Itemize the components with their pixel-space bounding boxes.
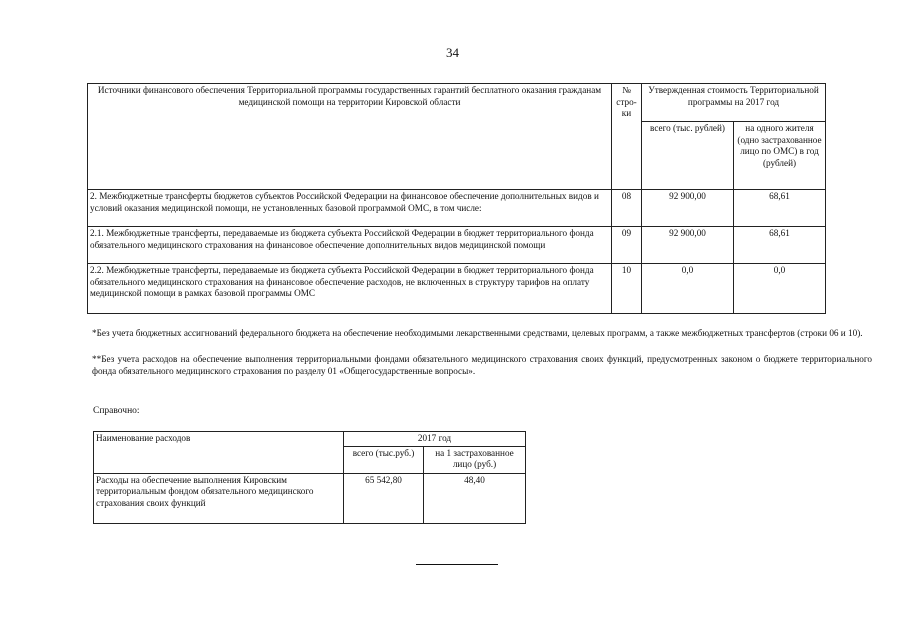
row-number: 09 [612,227,642,264]
header-sources: Источники финансового обеспечения Территориальной программы государственных гарантий бесплатного оказания гражданам медицинской помощи на территории Кировской области [88,84,612,190]
row-number: 08 [612,190,642,227]
row-number: 10 [612,264,642,314]
row-per-person: 0,0 [734,264,826,314]
signature-line [416,564,498,565]
header-approved-cost: Утвержденная стоимость Территориальной программы на 2017 год [642,84,826,122]
ref-row-total: 65 542,80 [344,473,424,523]
ref-header-year: 2017 год [344,432,526,447]
table-header-row [88,84,826,122]
table-row [94,473,526,523]
row-name: 2.1. Межбюджетные трансферты, передаваемые из бюджета субъекта Российской Федерации в бюджет территориального фонда обязательного медицинского страхования на финансовое обеспечение дополнительных видов медицинской помощи [88,227,612,264]
footnote-1: *Без учета бюджетных ассигнований федерального бюджета на обеспечение необходимыми лекарственными средствами, целевых программ, а также межбюджетных трансфертов (строки 06 и 10). [92,328,863,338]
row-name: 2. Межбюджетные трансферты бюджетов субъектов Российской Федерации на финансовое обеспечение дополнительных видов и условий оказания медицинской помощи, не установленных базовой программой ОМС, в том числе: [88,190,612,227]
table-row [88,264,826,314]
table-row [88,227,826,264]
ref-header-name: Наименование расходов [94,432,344,474]
ref-header-per-insured: на 1 застрахованное лицо (руб.) [424,446,526,473]
header-total: всего (тыс. рублей) [642,122,734,190]
row-total: 92 900,00 [642,190,734,227]
footnote-2: **Без учета расходов на обеспечение выполнения территориальными фондами обязательного медицинского страхования своих функций, предусмотренных законом о бюджете территориального фонда обязательного медицинского страхования по разделу 01 «Общегосударственные вопросы». [92,354,872,376]
header-row-number: № стро-ки [612,84,642,190]
row-total: 0,0 [642,264,734,314]
ref-row-per-insured: 48,40 [424,473,526,523]
ref-header-row [94,432,526,447]
reference-label: Справочно: [93,406,140,416]
row-name: 2.2. Межбюджетные трансферты, передаваемые из бюджета субъекта Российской Федерации в бюджет территориального фонда обязательного медицинского страхования на финансовое обеспечение расходов, не включенных в структуру тарифов на оплату медицинской помощи в рамках базовой программы ОМС [88,264,612,314]
header-per-resident: на одного жителя (одно застрахованное лицо по ОМС) в год (рублей) [734,122,826,190]
ref-row-name: Расходы на обеспечение выполнения Кировским территориальным фондом обязательного медицинского страхования своих функций [94,473,344,523]
financing-sources-table [87,83,826,314]
ref-header-total: всего (тыс.руб.) [344,446,424,473]
page-number: 34 [446,45,459,60]
row-total: 92 900,00 [642,227,734,264]
row-per-person: 68,61 [734,227,826,264]
table-row [88,190,826,227]
reference-table [93,431,526,524]
row-per-person: 68,61 [734,190,826,227]
